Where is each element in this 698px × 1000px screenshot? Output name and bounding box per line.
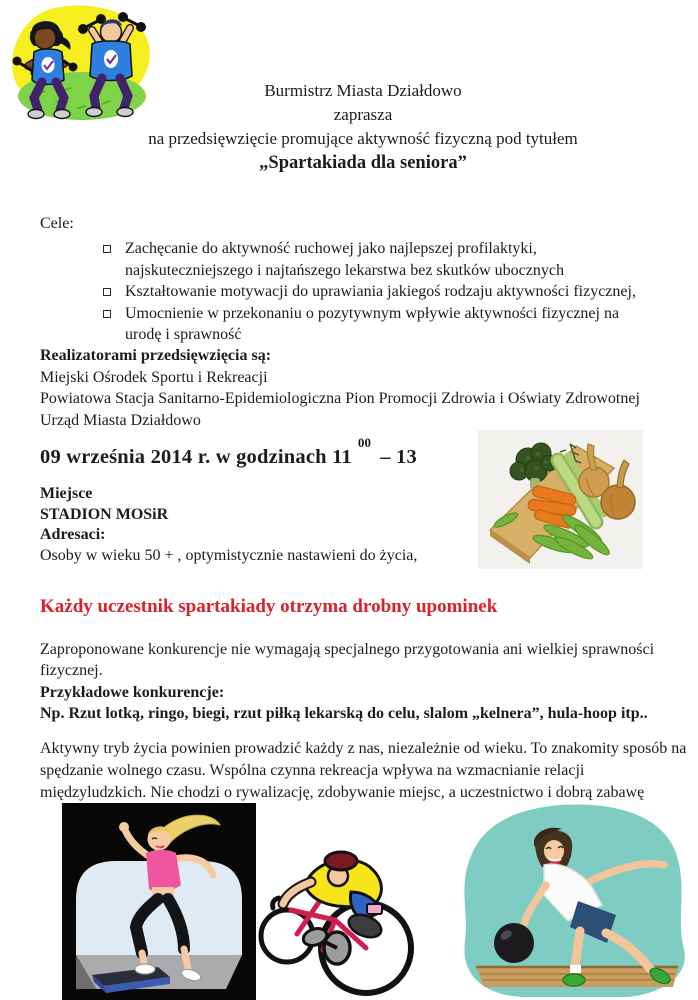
aerobics-image (62, 803, 256, 1000)
date-range-end: – 13 (380, 445, 417, 468)
goal-item (103, 238, 645, 281)
organizer-item: Miejski Ośrodek Sportu i Rekreacji (40, 368, 268, 386)
examples-list: Np. Rzut lotką, ringo, biegi, rzut piłką lekarską do celu, slalom „kelnera”, hula-hoop itp.. (40, 704, 648, 722)
hours-superscript: 00 (357, 435, 372, 450)
square-bullet-icon (103, 288, 111, 296)
organizers-block (40, 345, 698, 431)
header-line-1: Burmistrz Miasta Działdowo (264, 81, 462, 100)
event-datetime-heading (40, 435, 417, 469)
header-line-3: na przedsięwzięcie promujące aktywność fizyczną pod tytułem (148, 129, 578, 148)
square-bullet-icon (103, 310, 111, 318)
goals-list (103, 238, 645, 346)
header-line-2: zaprasza (333, 105, 393, 124)
goals-label: Cele: (40, 215, 74, 232)
vegetables-photo (478, 430, 643, 569)
place-block (40, 484, 417, 566)
audience-text: Osoby w wieku 50 + , optymistycznie nastawieni do życia, (40, 546, 418, 564)
bowling-image (440, 801, 698, 1000)
goal-text: Kształtowanie motywacji do uprawiania jakiegoś rodzaju aktywności fizycznej, (125, 283, 636, 300)
square-bullet-icon (103, 245, 111, 253)
details-block (40, 639, 690, 724)
event-title: „Spartakiada dla seniora” (259, 153, 467, 173)
goal-item (103, 303, 645, 346)
place-label: Miejsce (40, 485, 93, 502)
organizer-item: Powiatowa Stacja Sanitarno-Epidemiologiczna Pion Promocji Zdrowia i Oświaty Zdrowotnej (40, 390, 640, 408)
goal-item (103, 281, 645, 303)
examples-label: Przykładowe konkurencje: (40, 683, 225, 701)
goal-text: Umocnienie w przekonaniu o pozytywnym wpływie aktywności fizycznej na urodę i sprawność (125, 304, 620, 343)
gift-highlight: Każdy uczestnik spartakiady otrzyma drobny upominek (40, 596, 498, 617)
cyclist-image (253, 846, 416, 1000)
goal-text: Zachęcanie do aktywność ruchowej jako najlepszej profilaktyki, najskuteczniejszego i najtańszego lekarstwa bez skutków ubocznych (125, 240, 564, 279)
organizer-item: Urząd Miasta Działdowo (40, 411, 201, 429)
competitions-intro: Zaproponowane konkurencje nie wymagają specjalnego przygotowania ani wielkiej sprawności fizycznej. (40, 641, 655, 680)
organizers-heading: Realizatorami przedsięwzięcia są: (40, 347, 272, 364)
header-block (28, 79, 698, 175)
audience-label: Adresaci: (40, 526, 106, 543)
venue-name: STADION MOSiR (40, 505, 169, 523)
closing-paragraph: Aktywny tryb życia powinien prowadzić każdy z nas, niezależnie od wieku. To znakomity sposób na spędzanie wolnego czasu. Wspólna czynna rekreacja wpływa na wzmacnianie relacji międzyludzkich. Nie chodzi o rywalizację, zdobywanie miejsc, a uczestnictwo i dobrą zabawę (40, 740, 687, 801)
date-text: 09 września 2014 r. w godzinach 11 (40, 445, 352, 468)
